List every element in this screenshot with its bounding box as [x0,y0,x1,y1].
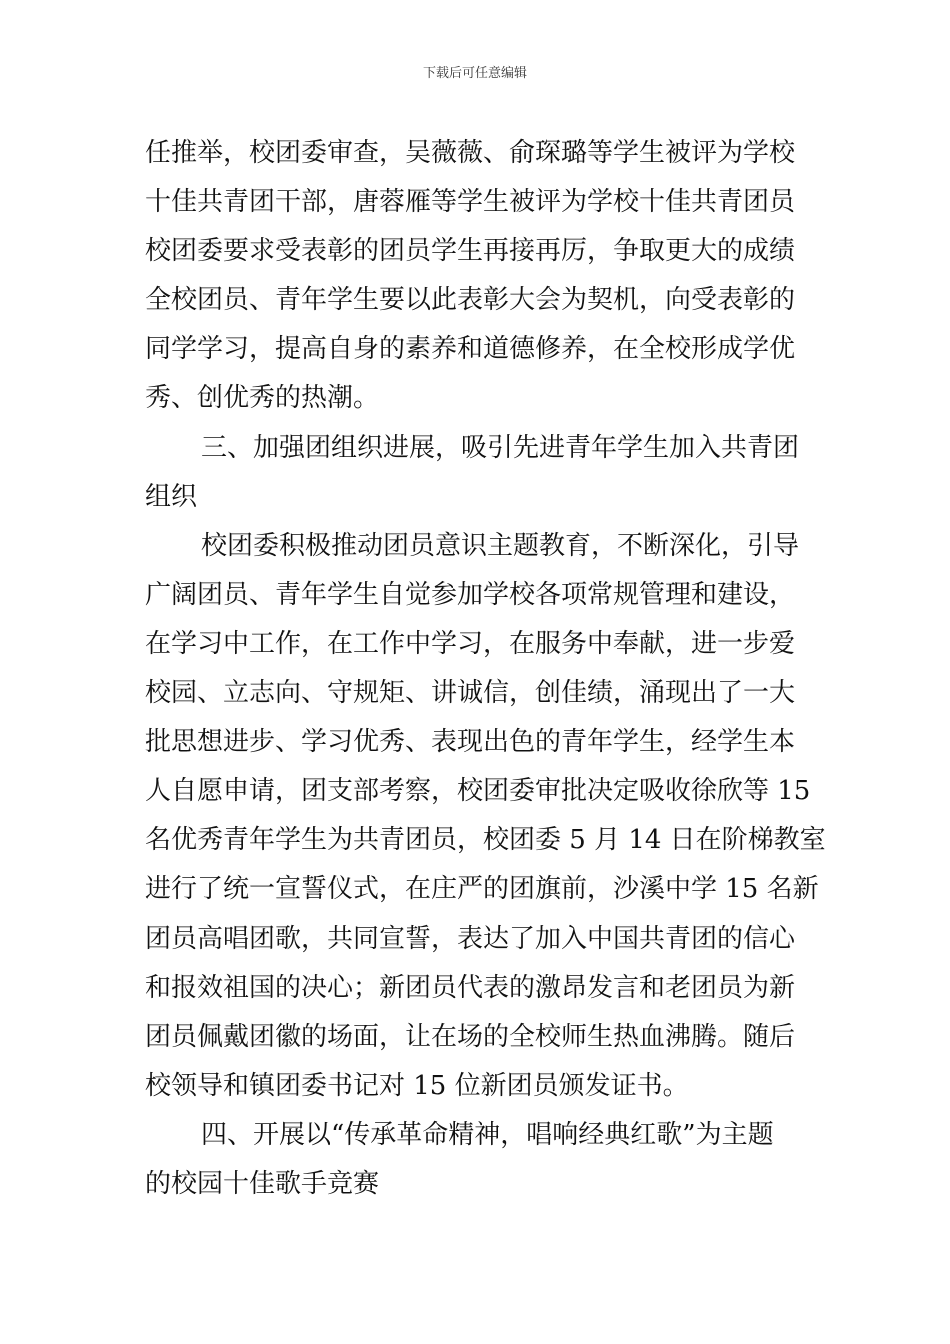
text-line: 团员佩戴团徽的场面，让在场的全校师生热血沸腾。随后 [145,1021,796,1052]
text-line: 校团委要求受表彰的团员学生再接再厉，争取更大的成绩 [145,236,796,267]
document-body [145,129,825,1209]
text-line: 十佳共青团干部，唐蓉雁等学生被评为学校十佳共青团员 [145,187,796,218]
text-line: 人自愿申请，团支部考察，校团委审批决定吸收徐欣等 15 [145,776,811,807]
text-line: 校领导和镇团委书记对 15 位新团员颁发证书。 [145,1070,689,1101]
section-heading-3-cont: 组织 [145,481,198,512]
text-line: 名优秀青年学生为共青团员，校团委 5 月 14 日在阶梯教室 [145,825,826,856]
text-line: 任推举，校团委审查，吴薇薇、俞琛璐等学生被评为学校 [145,138,796,168]
text-line: 同学学习，提高自身的素养和道德修养，在全校形成学优 [145,334,796,365]
text-line: 广阔团员、青年学生自觉参加学校各项常规管理和建设， [145,579,796,610]
page-header: 下载后可任意编辑 [422,66,527,81]
text-line: 进行了统一宣誓仪式，在庄严的团旗前，沙溪中学 15 名新 [145,874,819,905]
text-line: 在学习中工作，在工作中学习，在服务中奉献，进一步爱 [145,628,796,659]
section-heading-4-cont: 的校园十佳歌手竞赛 [145,1168,380,1199]
text-line: 和报效祖国的决心；新团员代表的激昂发言和老团员为新 [145,972,796,1003]
paragraph-start: 校团委积极推动团员意识主题教育，不断深化，引导 [201,530,800,561]
text-line: 校园、立志向、守规矩、讲诚信，创佳绩，涌现出了一大 [145,678,796,709]
text-line: 全校团员、青年学生要以此表彰大会为契机，向受表彰的 [145,285,796,316]
text-line: 团员高唱团歌，共同宣誓，表达了加入中国共青团的信心 [145,923,796,954]
text-line: 秀、创优秀的热潮。 [145,383,380,414]
text-line: 批思想进步、学习优秀、表现出色的青年学生，经学生本 [145,727,796,758]
section-heading-4: 四、开展以“传承革命精神，唱响经典红歌”为主题 [201,1119,774,1150]
section-heading-3: 三、加强团组织进展，吸引先进青年学生加入共青团 [201,432,800,463]
